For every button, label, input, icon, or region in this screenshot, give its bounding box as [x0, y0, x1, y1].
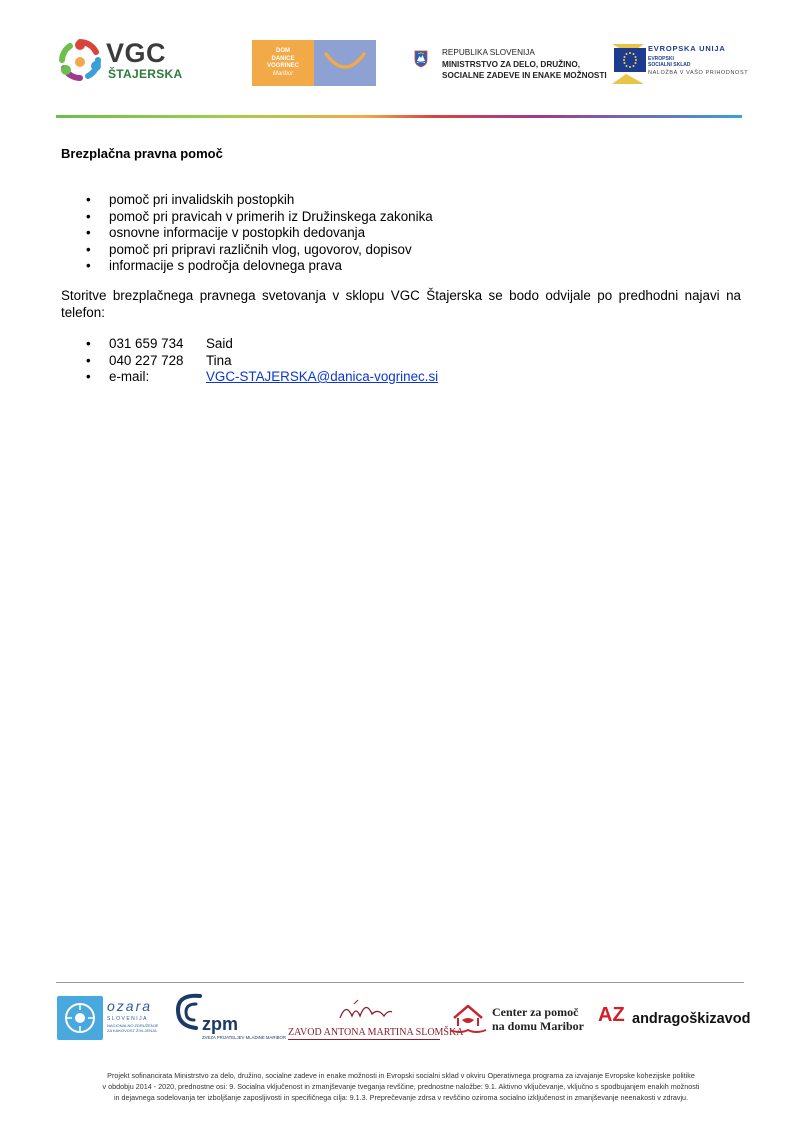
list-item: • osnovne informacije v postopkih dedovanja [61, 225, 433, 242]
contact-item [61, 369, 438, 386]
contact-item [61, 353, 438, 370]
ozara-logo [57, 996, 167, 1040]
dom-logo-smile-block [314, 40, 376, 86]
zpm-swirl-icon [172, 990, 204, 1034]
andragoski-name: andragoškizavod [632, 1011, 751, 1027]
slomsek-name: ZAVOD ANTONA MARTINA SLOMŠKA [288, 1027, 464, 1038]
ministry-line-name: MINISTRSTVO ZA DELO, DRUŽINO, [442, 60, 580, 69]
footer-note-line: Projekt sofinancirata Ministrstvo za delo, družino, socialne zadeve in enake možnosti in Evropski socialni sklad v okviru Operativnega programa za izvajanje Evropske kohezijske politike [107, 1071, 695, 1080]
footer-divider [56, 982, 744, 983]
eu-fund-line: SOCIALNI SKLAD [648, 62, 691, 68]
ozara-tagline [107, 1023, 158, 1033]
contact-person: Said [206, 336, 233, 351]
contacts-list [61, 336, 438, 386]
eu-social-fund-logo [610, 40, 750, 88]
contact-email-label: e-mail: [109, 369, 150, 384]
dom-logo-line: DANICE [271, 55, 295, 62]
ministry-line-republic: REPUBLIKA SLOVENIJA [442, 48, 535, 57]
contact-item [61, 336, 438, 353]
footer-funding-note [56, 1070, 746, 1103]
vgc-people-circle-icon [56, 36, 104, 84]
center-pomoc-logo [448, 1000, 588, 1040]
andragoski-mark: AZ [598, 1004, 625, 1026]
zpm-full-name: ZVEZA PRIJATELJEV MLADINE MARIBOR [202, 1035, 286, 1040]
list-item: • pomoč pri pripravi različnih vlog, ugovorov, dopisov [61, 242, 433, 259]
eu-union-label: EVROPSKA UNIJA [648, 44, 726, 53]
slomsek-logo [288, 996, 464, 1042]
dom-danice-vogrinec-logo [252, 40, 376, 86]
eu-slogan: NALOŽBA V VAŠO PRIHODNOST [648, 70, 749, 76]
center-name-line: na domu Maribor [492, 1019, 585, 1033]
ozara-tagline-line: NACIONALNO ZDRUŽENJE [107, 1023, 159, 1028]
ministry-line-name-cont: SOCIALNE ZADEVE IN ENAKE MOŽNOSTI [442, 71, 607, 80]
footer-note-line: in dejavnega sodelovanja ter izboljšanje zaposljivosti in specifičnega cilja: 9.1.3. Preprečevanje zdrsa v revščino oziroma socialno izključenost in zmanjševanje neenakosti v zdravju. [113, 1093, 689, 1102]
list-item: • pomoč pri pravicah v primerih iz Družinskega zakonika [61, 209, 433, 226]
ministry-logo [412, 46, 607, 86]
dom-logo-text-block [252, 40, 314, 86]
eu-flag-icon [614, 48, 646, 72]
center-name-line: Center za pomoč [492, 1005, 579, 1019]
house-hands-icon [448, 1002, 488, 1036]
contact-person: Tina [206, 352, 232, 368]
dom-logo-line: VOGRINEC [266, 63, 299, 69]
eu-fund-label [648, 56, 691, 68]
andragoski-zavod-logo [598, 1004, 751, 1034]
zpm-name: zpm [202, 1014, 238, 1034]
list-item: • informacije s področja delovnega prava [61, 258, 433, 275]
vgc-logo-subtitle: ŠTAJERSKA [108, 67, 183, 81]
services-list [61, 192, 433, 275]
info-paragraph: Storitve brezplačnega pravnega svetovanja v sklopu VGC Štajerska se bodo odvijale po predhodni najavi na telefon: [61, 288, 741, 320]
email-link[interactable]: VGC-STAJERSKA@danica-vogrinec.si [206, 369, 439, 384]
footer-note-line: v obdobju 2014 - 2020, prednostne osi: 9. Socialna vključenost in zmanjševanje tveganja revščine, prednostne naložbe: 9.1. Aktivno vključevanje, vključno s spodbujanjem enakih možnosti [102, 1082, 700, 1091]
slomsek-signature-icon [288, 996, 440, 1026]
ozara-emblem-icon [57, 996, 103, 1040]
smile-icon [314, 40, 376, 86]
dom-logo-line: DOM [276, 48, 290, 54]
eu-fund-line: EVROPSKI [648, 56, 674, 62]
vgc-stajerska-logo [56, 36, 183, 86]
page-title: Brezplačna pravna pomoč [61, 146, 223, 161]
contact-phone: 031 659 734 [109, 336, 184, 351]
ozara-country: SLOVENIJA [107, 1016, 149, 1022]
ozara-name: ozara [107, 998, 153, 1014]
page-header [0, 0, 800, 120]
vgc-logo-title: VGC [106, 38, 167, 68]
zpm-logo [172, 990, 287, 1042]
ozara-tagline-line: ZA KAKOVOST ŽIVLJENJA [107, 1028, 157, 1033]
list-item: • pomoč pri invalidskih postopkih [61, 192, 433, 209]
header-gradient-divider [56, 115, 742, 118]
contact-phone: 040 227 728 [109, 352, 184, 368]
slovenia-coat-of-arms-icon [414, 50, 428, 68]
dom-logo-line: Maribor [272, 70, 294, 77]
